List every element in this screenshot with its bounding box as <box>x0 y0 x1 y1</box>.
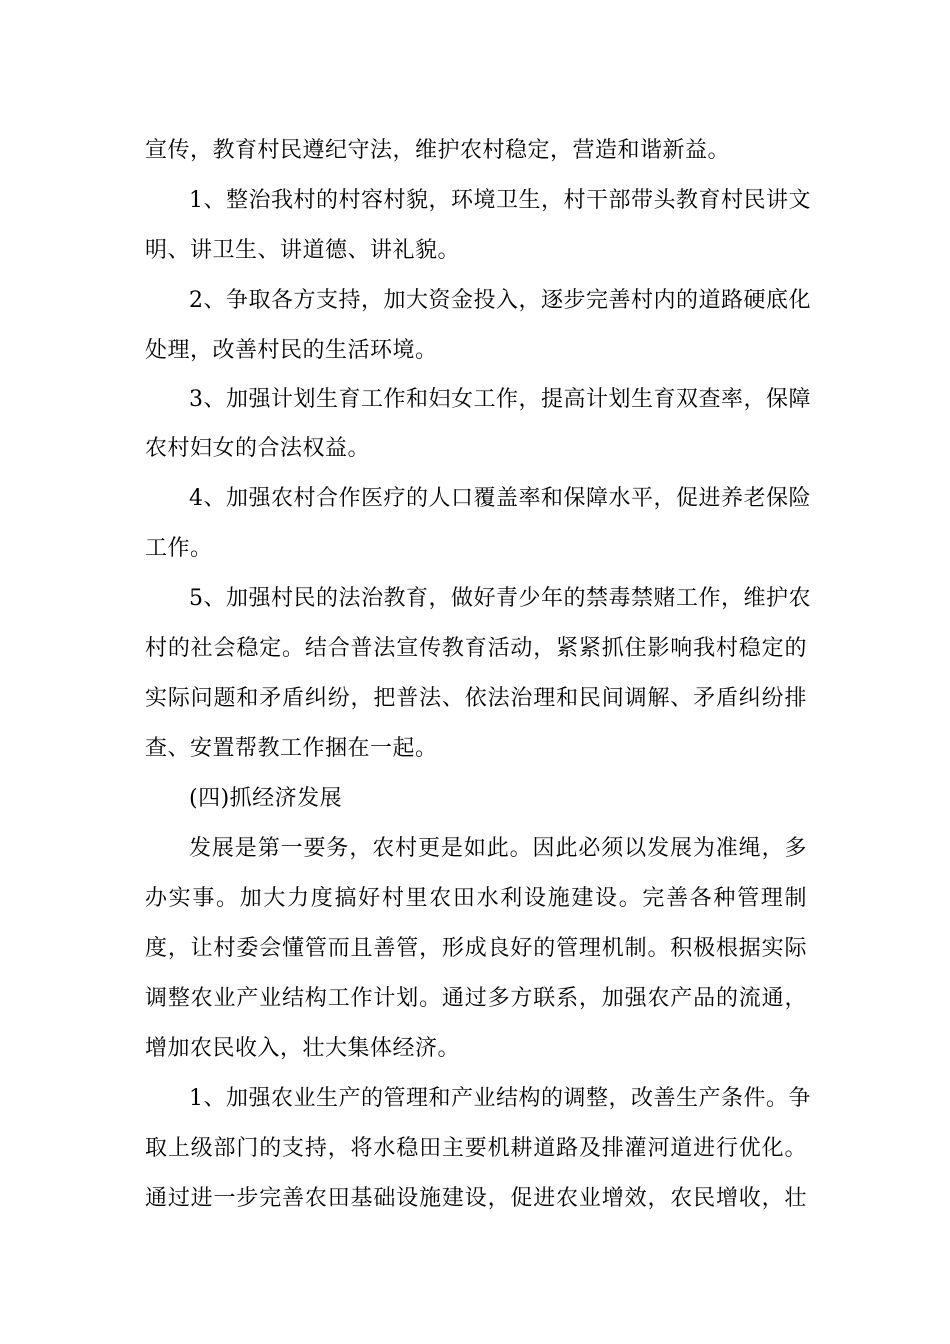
paragraph-line: 明、讲卫生、讲道德、讲礼貌。 <box>145 238 461 263</box>
paragraph-line: 1、加强农业生产的管理和产业结构的调整，改善生产条件。争 <box>189 1086 811 1111</box>
paragraph-line: 增加农民收入，壮大集体经济。 <box>145 1036 461 1061</box>
paragraph-line: 工作。 <box>145 536 213 561</box>
paragraph-line: 村的社会稳定。结合普法宣传教育活动，紧紧抓住影响我村稳定的 <box>145 636 807 661</box>
section-heading: (四)抓经济发展 <box>189 786 343 811</box>
paragraph-line: 查、安置帮教工作捆在一起。 <box>145 736 438 761</box>
paragraph-line: 通过进一步完善农田基础设施建设，促进农业增效，农民增收，壮 <box>145 1186 807 1211</box>
paragraph-line: 度，让村委会懂管而且善管，形成良好的管理机制。积极根据实际 <box>145 936 807 961</box>
paragraph-line: 5、加强村民的法治教育，做好青少年的禁毒禁赌工作，维护农 <box>189 586 811 611</box>
paragraph-line: 实际问题和矛盾纠纷，把普法、依法治理和民间调解、矛盾纠纷排 <box>145 686 807 711</box>
paragraph-line: 处理，改善村民的生活环境。 <box>145 338 438 363</box>
paragraph-line: 4、加强农村合作医疗的人口覆盖率和保障水平，促进养老保险 <box>189 486 811 511</box>
paragraph-line: 2、争取各方支持，加大资金投入，逐步完善村内的道路硬底化 <box>189 288 811 313</box>
paragraph-line: 农村妇女的合法权益。 <box>145 436 371 461</box>
paragraph-line: 3、加强计划生育工作和妇女工作，提高计划生育双查率，保障 <box>189 387 811 412</box>
paragraph-line: 调整农业产业结构工作计划。通过多方联系，加强农产品的流通， <box>145 986 807 1011</box>
paragraph-line: 取上级部门的支持，将水稳田主要机耕道路及排灌河道进行优化。 <box>145 1136 807 1161</box>
paragraph-line: 宣传，教育村民遵纪守法，维护农村稳定，营造和谐新益。 <box>145 138 731 163</box>
paragraph-line: 发展是第一要务，农村更是如此。因此必须以发展为准绳，多 <box>189 836 807 861</box>
paragraph-line: 1、整治我村的村容村貌，环境卫生，村干部带头教育村民讲文 <box>189 188 811 213</box>
paragraph-line: 办实事。加大力度搞好村里农田水利设施建设。完善各种管理制 <box>145 886 807 911</box>
